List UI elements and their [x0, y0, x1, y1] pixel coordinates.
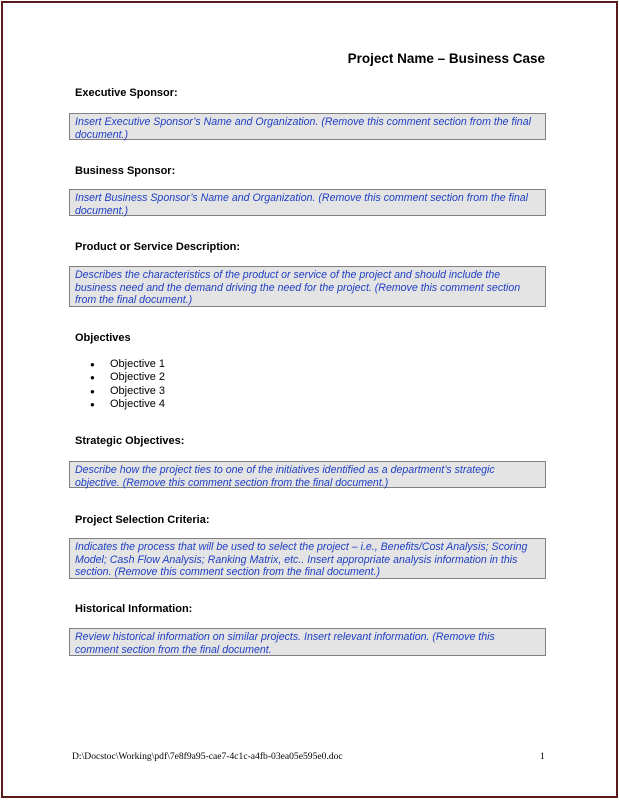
comment-business-sponsor: Insert Business Sponsor’s Name and Organization. (Remove this comment section from the final document.) — [69, 189, 546, 216]
heading-selection-criteria: Project Selection Criteria: — [75, 514, 210, 526]
comment-selection-criteria: Indicates the process that will be used to select the project – i.e., Benefits/Cost Analysis; Scoring Model; Cash Flow Analysis; Ranking Matrix, etc.. Insert appropriate analysis information in this section. (Remove this comment section from the final document.) — [69, 538, 546, 579]
comment-executive-sponsor: Insert Executive Sponsor’s Name and Organization. (Remove this comment section from the final document.) — [69, 113, 546, 140]
comment-strategic-objectives: Describe how the project ties to one of the initiatives identified as a department’s strategic objective. (Remove this comment section from the final document.) — [69, 461, 546, 488]
bullet-icon: ● — [90, 373, 95, 383]
list-item: ● Objective 4 — [90, 397, 166, 410]
comment-product-description: Describes the characteristics of the product or service of the project and should include the business need and the demand driving the need for the project. (Remove this comment section from the final document.) — [69, 266, 546, 307]
bullet-icon: ● — [90, 386, 95, 396]
heading-objectives: Objectives — [75, 332, 131, 344]
footer-file-path: D:\Docstoc\Working\pdf\7e8f9a95-cae7-4c1c-a4fb-03ea05e595e0.doc — [72, 751, 343, 762]
heading-executive-sponsor: Executive Sponsor: — [75, 87, 178, 99]
heading-strategic-objectives: Strategic Objectives: — [75, 435, 185, 447]
heading-product-description: Product or Service Description: — [75, 241, 241, 253]
heading-historical-information: Historical Information: — [75, 603, 193, 615]
list-item: ● Objective 3 — [90, 384, 166, 397]
comment-historical-information: Review historical information on similar projects. Insert relevant information. (Remove this comment section from the final document. — [69, 628, 546, 656]
list-item: ● Objective 1 — [90, 358, 166, 370]
page-number: 1 — [540, 751, 545, 762]
document-title: Project Name – Business Case — [347, 51, 545, 66]
bullet-icon: ● — [90, 399, 95, 409]
objectives-list — [90, 358, 165, 411]
heading-business-sponsor: Business Sponsor: — [75, 165, 176, 177]
list-item: ● Objective 2 — [90, 371, 166, 384]
bullet-icon: ● — [90, 360, 95, 369]
